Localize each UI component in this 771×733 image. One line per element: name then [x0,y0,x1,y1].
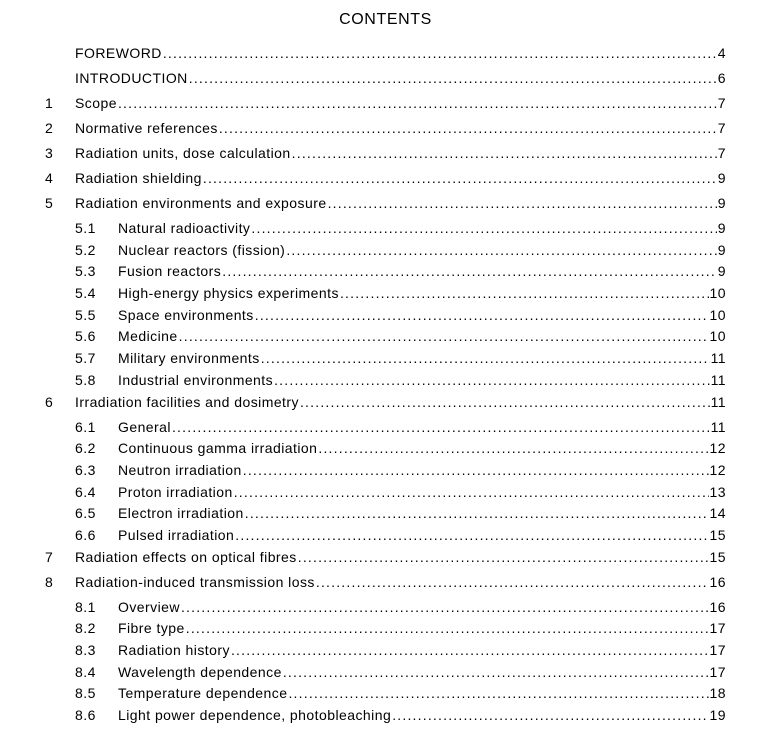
section-title: INTRODUCTION [75,70,188,86]
toc-entry-1[interactable] [45,94,726,119]
section-number: 8.2 [75,620,96,637]
page-number: 6 [717,70,726,86]
dot-leader [181,598,709,616]
page-number: 14 [709,505,726,522]
dot-leader [203,169,717,187]
page-number: 13 [709,483,726,500]
toc-entry-5.5[interactable] [45,306,726,328]
section-title: Military environments [118,350,260,367]
section-title: Light power dependence, photobleaching [118,707,392,724]
section-title: Irradiation facilities and dosimetry [75,393,299,410]
page-number: 11 [710,393,726,410]
toc-entry-5.6[interactable] [45,327,726,349]
dot-leader [318,439,708,457]
page-number: 10 [709,328,726,345]
section-number: 5.7 [75,350,96,367]
toc-entry-6.4[interactable] [45,483,726,505]
dot-leader [298,548,709,566]
section-title: Radiation units, dose calculation [75,145,291,161]
section-number: 6.1 [75,418,96,435]
page-number: 15 [709,548,726,565]
section-number: 5.1 [75,220,96,236]
page-number: 11 [710,418,726,435]
section-title: Radiation history [118,642,230,658]
dot-leader [286,241,716,259]
section-number: 5.2 [75,241,96,258]
section-number: 5.3 [75,263,96,280]
toc-entry-5.7[interactable] [45,349,726,371]
section-title: Normative references [75,120,218,136]
section-number: 1 [45,95,54,111]
section-number: 6 [45,393,54,410]
section-title: Fusion reactors [118,263,222,280]
dot-leader [288,684,708,702]
page-title: CONTENTS [339,11,432,28]
toc-entry-5.8[interactable] [45,371,726,393]
section-number: 8.1 [75,598,96,615]
toc-entry-4[interactable] [45,169,726,194]
section-number: 6.3 [75,461,96,478]
dot-leader [251,219,716,237]
section-number: 8.5 [75,685,96,702]
section-title: Medicine [118,328,178,345]
section-title: Natural radioactivity [118,220,251,236]
section-number: 6.2 [75,440,96,457]
section-number: 5.6 [75,328,96,345]
page-number: 19 [709,707,726,724]
dot-leader [245,504,709,522]
dot-leader [231,641,709,659]
dot-leader [292,144,717,162]
dot-leader [189,69,717,87]
toc-entry-6.1[interactable] [45,418,726,440]
section-number: 2 [45,120,54,136]
dot-leader [222,262,717,280]
section-number: 8.6 [75,707,96,724]
dot-leader [274,371,709,389]
section-number: 3 [45,145,54,161]
section-title: Pulsed irradiation [118,526,235,543]
toc-entry-6[interactable] [45,393,726,418]
dot-leader [118,94,717,112]
section-number: 5.5 [75,306,96,323]
dot-leader [261,349,710,367]
section-title: Electron irradiation [118,505,244,522]
section-title: Fibre type [118,620,185,637]
page-number: 17 [709,620,726,637]
page-number: 16 [709,598,726,615]
dot-leader [300,393,710,411]
section-title: Temperature dependence [118,685,288,702]
toc-entry-8[interactable] [45,573,726,598]
toc-entry-5.4[interactable] [45,284,726,306]
section-title: Radiation shielding [75,170,202,186]
toc-entry-7[interactable] [45,548,726,573]
section-title: High-energy physics experiments [118,285,339,302]
section-number: 6.4 [75,483,96,500]
section-title: General [118,418,171,435]
toc-entry-8.4[interactable] [45,663,726,685]
section-title: Space environments [118,306,254,323]
table-of-contents [45,44,726,728]
toc-entry-6.6[interactable] [45,526,726,548]
toc-entry-2[interactable] [45,119,726,144]
toc-entry-5.3[interactable] [45,262,726,284]
dot-leader [283,663,709,681]
toc-entry-5[interactable] [45,194,726,219]
dot-leader [255,306,709,324]
dot-leader [392,706,708,724]
toc-entry-6.2[interactable] [45,439,726,461]
section-title: Industrial environments [118,371,274,388]
section-title: Proton irradiation [118,483,233,500]
page-number: 7 [717,120,726,136]
page-number: 7 [717,95,726,111]
section-number: 8.3 [75,642,96,658]
section-number: 8 [45,573,54,590]
section-number: 8.4 [75,663,96,680]
dot-leader [340,284,709,302]
toc-entry-foreword[interactable] [45,44,726,69]
dot-leader [172,418,710,436]
page-number: 15 [709,526,726,543]
page-number: 10 [709,285,726,302]
page-number: 9 [717,220,726,236]
page-number: 4 [717,45,726,61]
page-number: 11 [710,371,726,388]
page-number: 9 [717,241,726,258]
toc-entry-introduction[interactable] [45,69,726,94]
section-number: 5.4 [75,285,96,302]
page-number: 9 [717,263,726,280]
page-number: 17 [709,663,726,680]
section-title: Radiation-induced transmission loss [75,573,315,590]
section-number: 6.6 [75,526,96,543]
toc-entry-3[interactable] [45,144,726,169]
page-number: 18 [709,685,726,702]
section-title: Scope [75,95,117,111]
page-number: 9 [717,170,726,186]
toc-entry-8.6[interactable] [45,706,726,728]
toc-entry-6.3[interactable] [45,461,726,483]
section-title: Neutron irradiation [118,461,242,478]
section-title: Overview [118,598,180,615]
dot-leader [235,526,708,544]
toc-entry-5.2[interactable] [45,241,726,263]
dot-leader [163,44,717,62]
toc-entry-8.3[interactable] [45,641,726,663]
page-number: 12 [709,440,726,457]
page-number: 11 [710,350,726,367]
section-title: Wavelength dependence [118,663,282,680]
dot-leader [328,194,717,212]
section-title: FOREWORD [75,45,162,61]
section-title: Radiation effects on optical fibres [75,548,297,565]
section-number: 6.5 [75,505,96,522]
toc-entry-8.2[interactable] [45,619,726,641]
dot-leader [219,119,717,137]
dot-leader [243,461,709,479]
toc-entry-8.1[interactable] [45,598,726,620]
page-number: 12 [709,461,726,478]
page-number: 7 [717,145,726,161]
dot-leader [316,573,709,591]
page-number: 17 [709,642,726,658]
toc-entry-8.5[interactable] [45,684,726,706]
toc-entry-6.5[interactable] [45,504,726,526]
page-number: 16 [709,573,726,590]
dot-leader [186,619,709,637]
section-number: 5.8 [75,371,96,388]
page-number: 10 [709,306,726,323]
section-number: 5 [45,195,54,211]
page-number: 9 [717,195,726,211]
toc-entry-5.1[interactable] [45,219,726,241]
section-title: Continuous gamma irradiation [118,440,318,457]
section-title: Radiation environments and exposure [75,195,327,211]
section-number: 7 [45,548,54,565]
dot-leader [234,483,709,501]
dot-leader [179,327,709,345]
section-title: Nuclear reactors (fission) [118,241,286,258]
section-number: 4 [45,170,54,186]
